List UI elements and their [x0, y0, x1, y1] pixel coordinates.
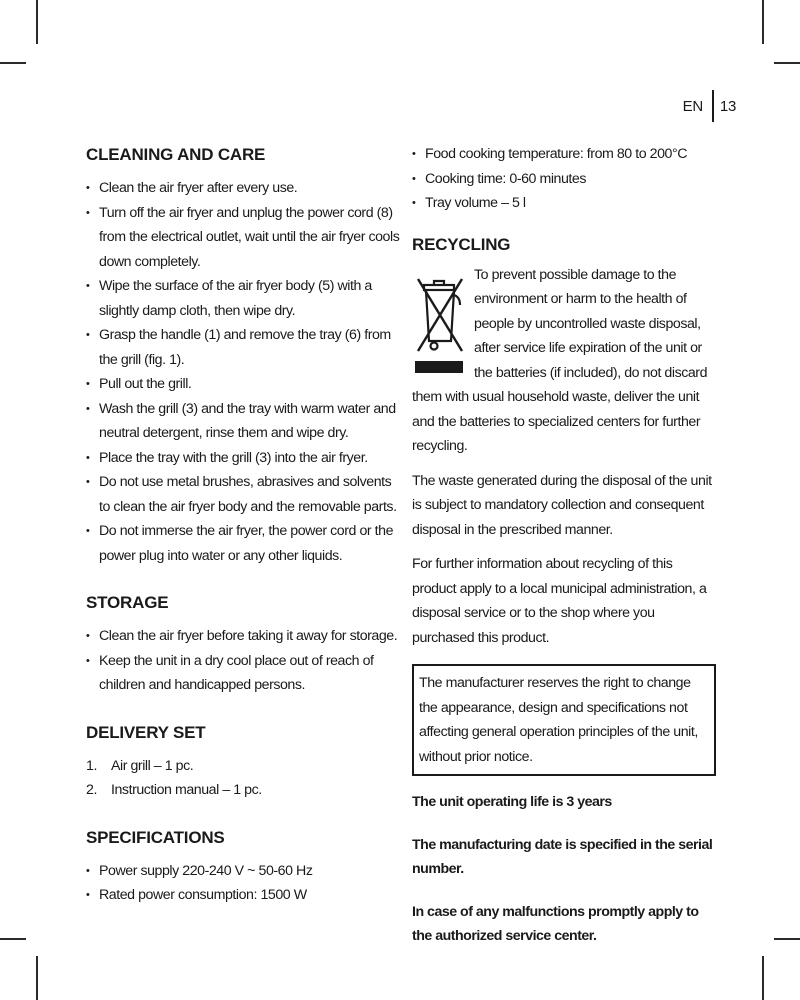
crop-mark — [0, 938, 26, 940]
page-header — [683, 90, 736, 122]
list-item: • Grasp the handle (1) and remove the tray (6) from the grill (fig. 1). — [86, 323, 402, 372]
recycling-paragraph: For further information about recycling of this product apply to a local municipal administration, a disposal service or to the shop where you purchased this product. — [412, 556, 707, 646]
crossed-out-wheelie-bin-icon — [412, 265, 468, 377]
list-item — [86, 778, 402, 803]
crop-mark — [774, 62, 800, 64]
list-item: • Place the tray with the grill (3) into the air fryer. — [86, 446, 402, 471]
list-item: • Turn off the air fryer and unplug the power cord (8) from the electrical outlet, wait until the air fryer cools down completely. — [86, 201, 402, 275]
malfunctions-statement: In case of any malfunctions promptly apply to the authorized service center. — [412, 903, 699, 944]
crop-mark — [36, 0, 38, 44]
list-item: • Do not use metal brushes, abrasives and solvents to clean the air fryer body and the removable parts. — [86, 470, 402, 519]
manufacturer-notice-box: The manufacturer reserves the right to change the appearance, design and specifications not affecting general operation principles of the unit, without prior notice. — [412, 664, 716, 776]
list-item: • Food cooking temperature: from 80 to 200°C — [412, 142, 718, 167]
list-item: • Rated power consumption: 1500 W — [86, 883, 402, 908]
list-item: • Pull out the grill. — [86, 372, 402, 397]
crop-mark — [36, 956, 38, 1000]
manufacturing-date-statement: The manufacturing date is specified in the serial number. — [412, 836, 713, 877]
list-item: • Wipe the surface of the air fryer body (5) with a slightly damp cloth, then wipe dry. — [86, 274, 402, 323]
delivery-list — [86, 754, 402, 803]
specifications-list-continued — [412, 142, 718, 216]
right-column — [412, 142, 718, 949]
cleaning-list — [86, 176, 402, 568]
language-code: EN — [682, 97, 703, 115]
crop-mark — [774, 938, 800, 940]
recycling-block — [412, 263, 718, 459]
crop-mark — [762, 0, 764, 44]
header-divider — [712, 90, 714, 122]
recycling-paragraph: To prevent possible damage to the environment or harm to the health of people by uncontrolled waste disposal, after service life expiration of the unit or the batteries (if included), do not discard them with usual household waste, deliver the unit and the batteries to specialized centers for further recycling. — [412, 266, 708, 454]
list-text: Instruction manual – 1 pc. — [111, 782, 262, 798]
crop-mark — [762, 956, 764, 1000]
section-title-specifications: SPECIFICATIONS — [86, 827, 225, 847]
list-number: 2. — [86, 782, 97, 798]
specifications-list — [86, 859, 402, 908]
section-title-cleaning: CLEANING AND CARE — [86, 145, 266, 164]
section-title-storage: STORAGE — [86, 593, 169, 612]
section-title-recycling: RECYCLING — [412, 234, 511, 254]
storage-list — [86, 624, 402, 698]
left-column — [86, 142, 402, 908]
crop-mark — [0, 62, 26, 64]
list-item — [86, 754, 402, 779]
operating-life-statement: The unit operating life is 3 years — [412, 794, 612, 810]
list-text: Air grill – 1 pc. — [111, 757, 194, 774]
list-item: • Do not immerse the air fryer, the power cord or the power plug into water or any other liquids. — [86, 519, 402, 568]
list-item: • Wash the grill (3) and the tray with warm water and neutral detergent, rinse them and wipe dry. — [86, 397, 402, 446]
page-number: 13 — [719, 97, 736, 115]
list-item: • Cooking time: 0-60 minutes — [412, 167, 718, 192]
list-item: • Power supply 220-240 V ~ 50-60 Hz — [86, 859, 402, 884]
section-title-delivery: DELIVERY SET — [86, 722, 206, 742]
list-item: • Tray volume – 5 l — [412, 191, 718, 216]
list-number: 1. — [86, 757, 97, 774]
list-item: • Clean the air fryer after every use. — [86, 176, 402, 201]
list-item: • Clean the air fryer before taking it away for storage. — [86, 624, 402, 649]
list-item: • Keep the unit in a dry cool place out of reach of children and handicapped persons. — [86, 649, 402, 698]
recycling-paragraph: The waste generated during the disposal of the unit is subject to mandatory collection and consequent disposal in the prescribed manner. — [412, 472, 712, 538]
